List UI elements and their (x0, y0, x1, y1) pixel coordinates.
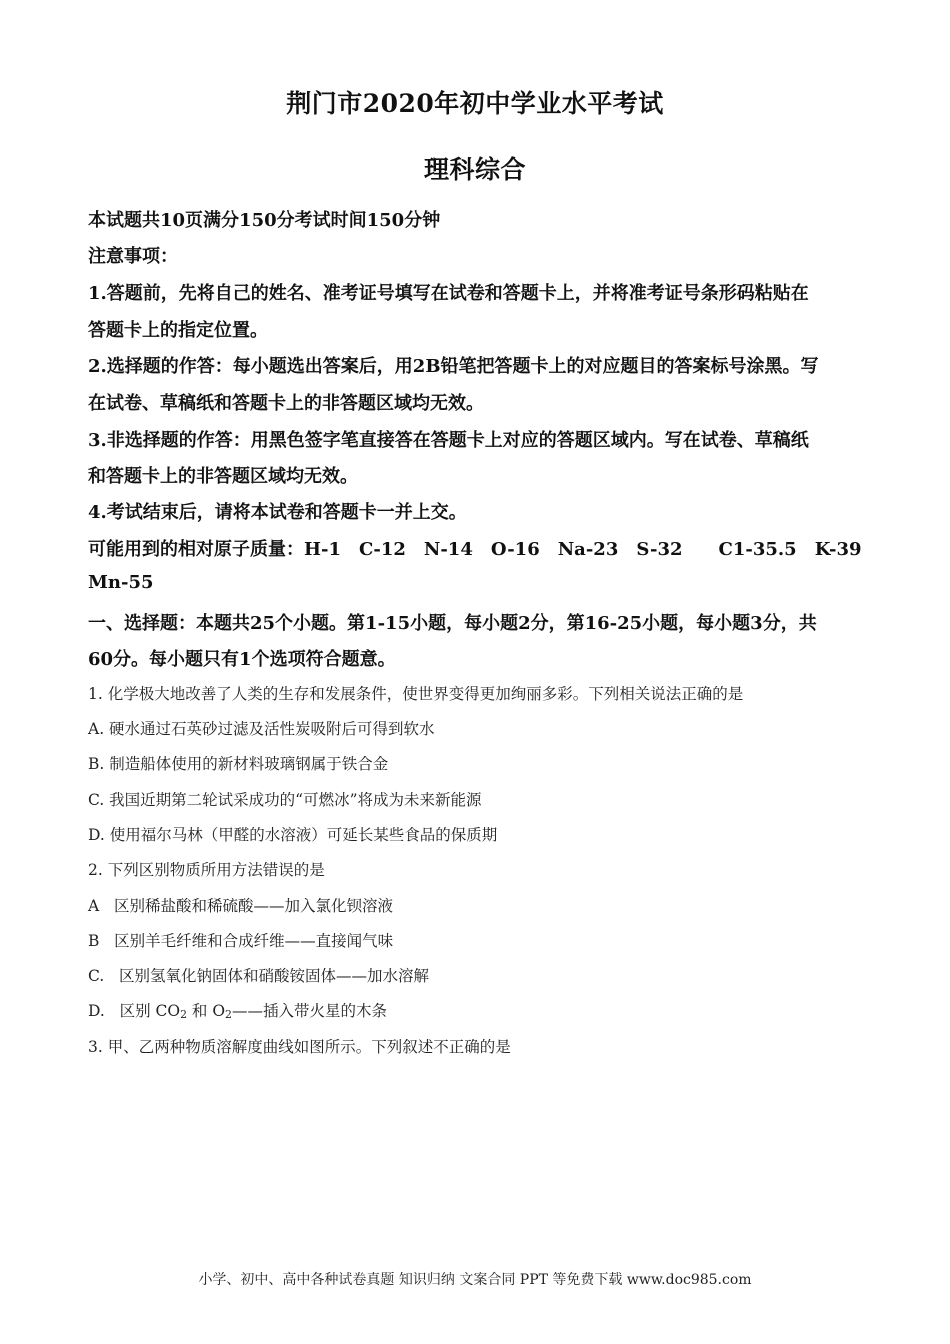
notice-heading: 注意事项： (88, 246, 178, 267)
atomic-mass-line (88, 535, 862, 561)
exam-info: 本试题共10页满分150分考试时间150分钟 (88, 210, 441, 231)
question-2-option-c: C. 区别氢氧化钠固体和硝酸铵固体——加水溶解 (88, 967, 430, 985)
atomic-mass-value: Na-23 (557, 539, 619, 560)
notice-item-2-line-2: 在试卷、草稿纸和答题卡上的非答题区域均无效。 (88, 393, 484, 414)
notice-item-2-line-1: 2.选择题的作答：每小题选出答案后，用2B铅笔把答题卡上的对应题目的答案标号涂黑。写 (88, 356, 819, 377)
notice-item-3-line-1: 3.非选择题的作答：用黑色签字笔直接答在答题卡上对应的答题区域内。写在试卷、草稿纸 (88, 430, 809, 451)
atomic-mass-value: K-39 (814, 539, 862, 560)
atomic-mass-value: O-16 (490, 539, 540, 560)
atomic-mass-line-2: Mn-55 (88, 572, 154, 593)
page-title: 荆门市2020年初中学业水平考试 (286, 89, 664, 118)
section-1-heading-line-1: 一、选择题：本题共25个小题。第1-15小题，每小题2分，第16-25小题，每小题3分，共 (88, 613, 817, 634)
question-2-option-a: A 区别稀盐酸和稀硫酸——加入氯化钡溶液 (88, 897, 393, 915)
atomic-mass-label: 可能用到的相对原子质量： (88, 539, 304, 560)
page-subtitle: 理科综合 (423, 155, 526, 184)
question-1-stem: 1. 化学极大地改善了人类的生存和发展条件，使世界变得更加绚丽多彩。下列相关说法正确的是 (88, 685, 744, 703)
question-3-stem: 3. 甲、乙两种物质溶解度曲线如图所示。下列叙述不正确的是 (88, 1038, 511, 1056)
question-2-option-d: D. 区别 $CO_2$ 和 $O_2——$插入带火星的木条 (88, 1002, 387, 1021)
question-1-option-a: A. 硬水通过石英砂过滤及活性炭吸附后可得到软水 (88, 720, 435, 738)
question-1-option-d: D. 使用福尔马林（甲醛的水溶液）可延长某些食品的保质期 (88, 826, 498, 844)
notice-item-4: 4.考试结束后，请将本试卷和答题卡一并上交。 (88, 502, 467, 523)
atomic-mass-value: N-14 (423, 539, 473, 560)
notice-item-3-line-2: 和答题卡上的非答题区域均无效。 (88, 466, 358, 487)
question-2-stem: 2. 下列区别物质所用方法错误的是 (88, 861, 325, 879)
question-1-option-c: C. 我国近期第二轮试采成功的“可燃冰”将成为未来新能源 (88, 791, 482, 809)
atomic-mass-value: C1-35.5 (718, 539, 797, 560)
atomic-mass-value: H-1 (304, 539, 342, 560)
atomic-mass-value: C-12 (359, 539, 406, 560)
atomic-mass-value: S-32 (636, 539, 683, 560)
question-1-option-b: B. 制造船体使用的新材料玻璃钢属于铁合金 (88, 755, 389, 773)
notice-item-1-line-1: 1.答题前，先将自己的姓名、准考证号填写在试卷和答题卡上，并将准考证号条形码粘贴在 (88, 283, 809, 304)
section-1-heading-line-2: 60分。每小题只有1个选项符合题意。 (88, 649, 396, 670)
notice-item-1-line-2: 答题卡上的指定位置。 (88, 320, 268, 341)
page-footer: 小学、初中、高中各种试卷真题 知识归纳 文案合同 PPT 等免费下载 www.doc985.com (198, 1272, 752, 1288)
question-2-option-b: B 区别羊毛纤维和合成纤维——直接闻气味 (88, 932, 394, 950)
